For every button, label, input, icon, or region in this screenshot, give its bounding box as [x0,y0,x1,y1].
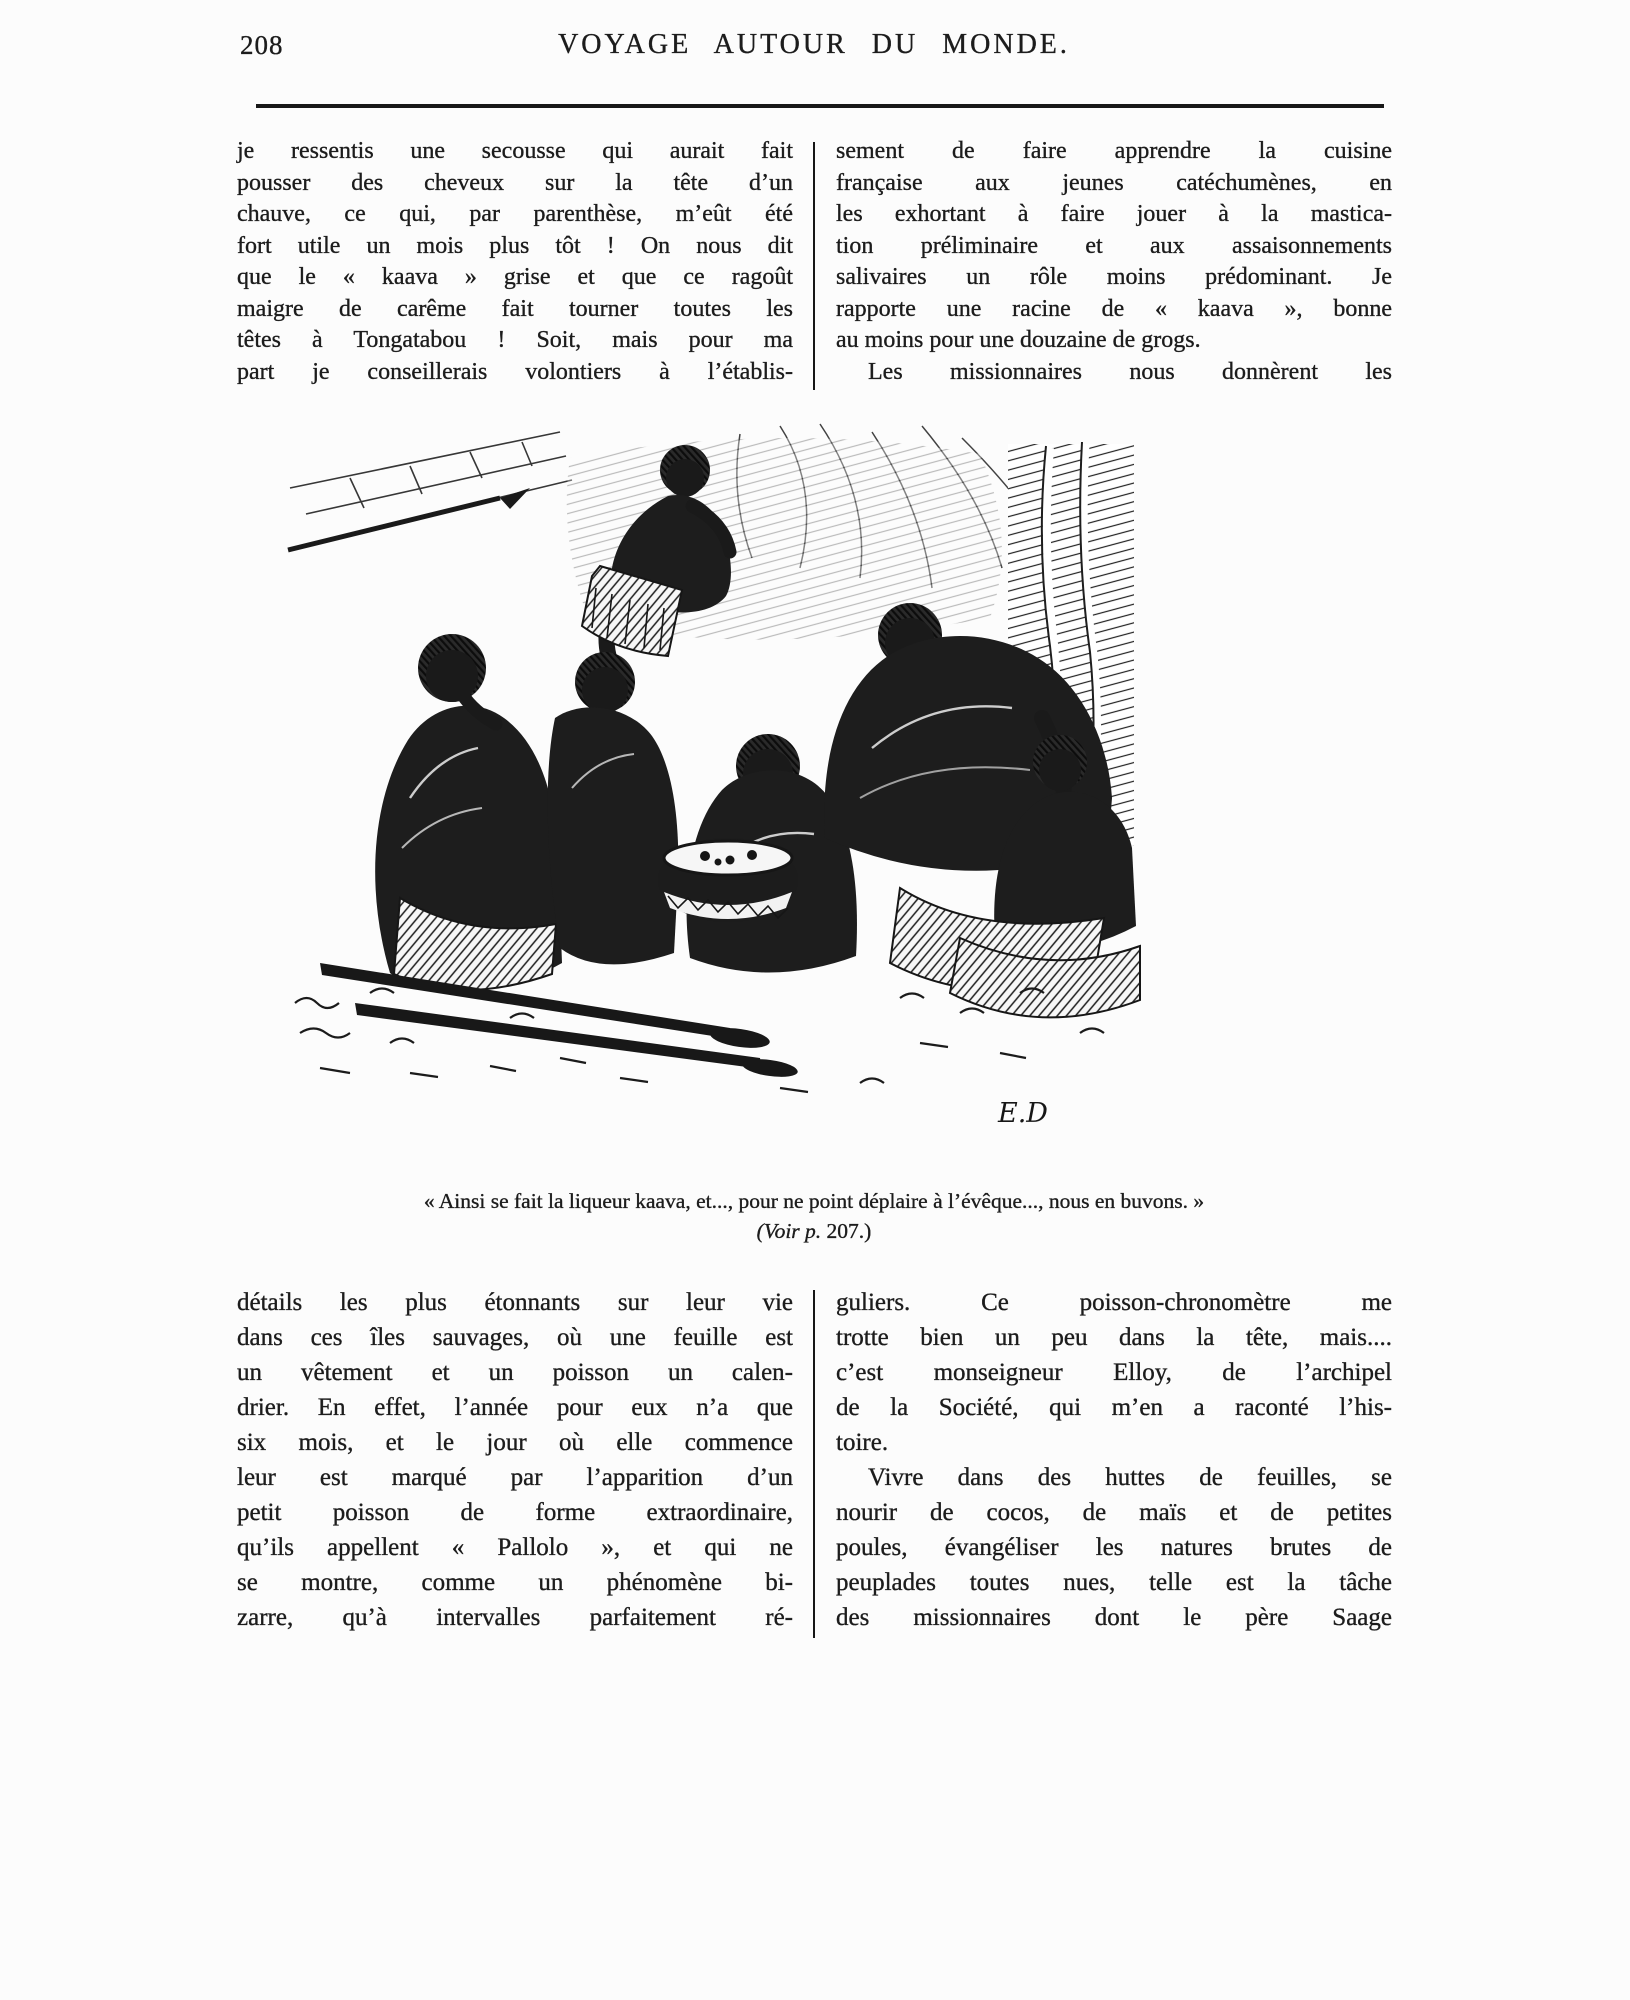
text-line: têtes à Tongatabou ! Soit, mais pour ma [237,327,793,353]
text-line: guliers. Ce poisson-chronomètre me [836,1289,1392,1316]
top-left-column [237,136,793,388]
text-line: que le « kaava » grise et que ce ragoût [237,264,793,290]
text-line: c’est monseigneur Elloy, de l’archipel [836,1359,1392,1386]
engraving-signature: E.D [998,1098,1048,1129]
text-line: part je conseillerais volontiers à l’établis- [237,358,793,385]
text-line: au moins pour une douzaine de grogs. [836,327,1201,353]
column-divider-bottom [813,1290,815,1638]
text-line: de la Société, qui m’en a raconté l’his- [836,1394,1392,1421]
text-line: fort utile un mois plus tôt ! On nous dit [237,232,793,259]
text-line: rapporte une racine de « kaava », bonne [836,295,1392,322]
text-line: sement de faire apprendre la cuisine [836,138,1392,164]
thatch-strokes [290,432,572,540]
left-figure [375,634,562,992]
engraving-illustration [260,418,1145,1166]
running-title: VOYAGE AUTOUR DU MONDE. [558,29,1070,60]
caption-source-reference: (Voir p. [756,1219,822,1243]
text-line: trotte bien un peu dans la tête, mais.... [836,1324,1392,1351]
text-line: leur est marqué par l’apparition d’un [237,1464,793,1491]
bottom-right-column [836,1285,1392,1635]
text-line: les exhortant à faire jouer à la mastica- [836,201,1392,227]
text-line: six mois, et le jour où elle commence [237,1429,793,1456]
text-line: qu’ils appellent « Pallolo », et qui ne [237,1534,793,1561]
second-figure [548,652,679,964]
text-line: un vêtement et un poisson un calen- [237,1359,793,1386]
text-line: maigre de carême fait tourner toutes les [237,295,793,322]
header-rule [256,104,1384,108]
text-line: salivaires un rôle moins prédominant. Je [836,264,1392,290]
engraving-figure [260,418,1145,1166]
page-number: 208 [240,30,284,60]
text-line: des missionnaires dont le père Saage [836,1604,1392,1631]
caption [237,1186,1391,1246]
column-divider-top [813,142,815,390]
text-line: se montre, comme un phénomène bi- [237,1569,793,1596]
bottom-left-column [237,1285,793,1635]
text-line: française aux jeunes catéchumènes, en [836,169,1392,196]
text-line: Vivre dans des huttes de feuilles, se [868,1464,1392,1491]
top-right-column [836,136,1392,388]
text-line: drier. En effet, l’année pour eux n’a que [237,1394,793,1421]
text-line: toire. [836,1429,889,1456]
text-line: nourir de cocos, de maïs et de petites [836,1499,1392,1526]
text-line: poules, évangéliser les natures brutes de [836,1534,1392,1561]
text-line: dans ces îles sauvages, où une feuille est [237,1324,793,1351]
text-line: zarre, qu’à intervalles parfaitement ré- [237,1604,793,1631]
text-line: chauve, ce qui, par parenthèse, m’eût été [237,201,793,227]
spear [288,488,530,550]
text-line: Les missionnaires nous donnèrent les [868,358,1392,385]
kaava-bowl [658,838,798,922]
caption-text: « Ainsi se fait la liqueur kaava, et..., pour ne point déplaire à l’évêque..., nous en buvons. » [423,1189,1205,1213]
text-line: petit poisson de forme extraordinaire, [237,1499,793,1526]
caption-source [237,1216,1391,1246]
caption-source-page: 207.) [826,1219,872,1243]
text-line: pousser des cheveux sur la tête d’un [237,169,793,196]
text-line: détails les plus étonnants sur leur vie [237,1289,793,1316]
text-line: tion préliminaire et aux assaisonnements [836,232,1392,259]
text-line: peuplades toutes nues, telle est la tâche [836,1569,1392,1596]
paddles [320,963,799,1080]
text-line: je ressentis une secousse qui aurait fait [237,138,793,164]
